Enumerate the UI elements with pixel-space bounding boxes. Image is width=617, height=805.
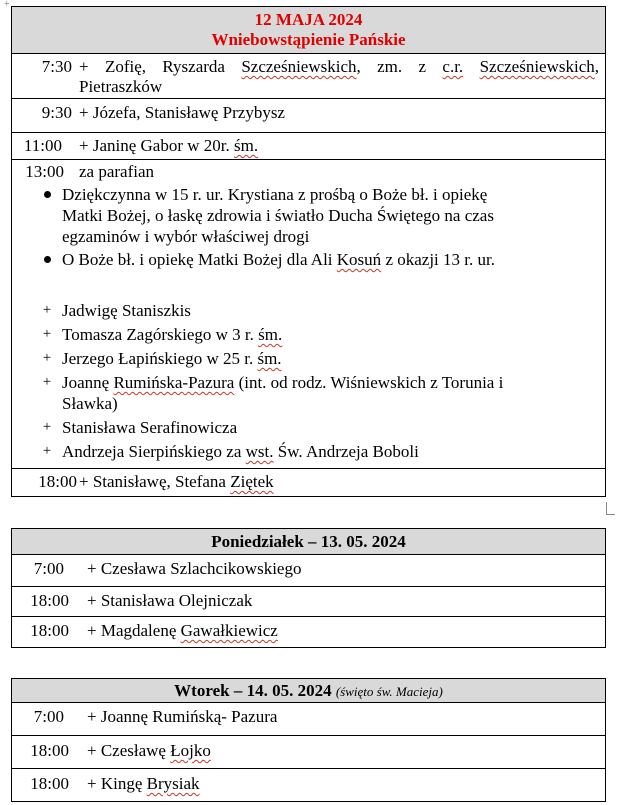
intention-line: Sławka)	[62, 394, 118, 413]
list-item	[40, 348, 591, 369]
spellcheck-word: Ziętek	[230, 472, 274, 491]
mass-row	[12, 54, 605, 98]
mass-time: 9:30	[41, 103, 72, 122]
list-item	[40, 300, 591, 321]
bullet-icon	[40, 249, 54, 270]
list-item	[40, 324, 591, 345]
list-item	[40, 249, 591, 270]
text-segment: + Stanisławę, Stefana	[79, 472, 231, 491]
text-segment	[463, 57, 479, 76]
plus-icon: +	[42, 350, 52, 366]
text-segment: Joannę	[62, 373, 114, 392]
sunday-schedule-table	[11, 6, 606, 497]
mass-intention	[79, 472, 274, 492]
text-segment: + Stanisława Olejniczak	[87, 591, 253, 610]
text-boundary-mark	[606, 502, 615, 515]
intention-line: Dziękczynna w 15 r. ur. Krystiana z prośbą o Boże bł. i opiekę	[62, 185, 488, 204]
plus-icon: +	[42, 419, 52, 435]
mass-time: 11:00	[23, 136, 62, 155]
monday-schedule-table	[11, 528, 606, 648]
sunday-feast: Wniebowstąpienie Pańskie	[211, 30, 406, 49]
tuesday-schedule-table	[11, 678, 606, 802]
sunday-header	[12, 7, 605, 54]
mass-time: 18:00	[30, 591, 69, 610]
mass-time: 7:30	[41, 57, 72, 76]
mass-intention	[79, 57, 599, 97]
text-segment: z okazji 13 r. ur.	[381, 250, 495, 269]
mass-row	[12, 468, 605, 495]
mass-intention: + Józefa, Stanisławę Przybysz	[79, 103, 285, 122]
deceased-list	[40, 300, 591, 462]
text-segment: + Joannę Rumińską- Pazura	[87, 707, 278, 726]
list-item	[40, 184, 591, 247]
mass-time: 7:00	[33, 559, 64, 578]
mass-time: 13:00	[25, 162, 64, 181]
mass-time: 18:00	[38, 472, 77, 491]
spellcheck-word: Łojko	[170, 741, 211, 760]
text-segment: Jadwigę Staniszkis	[62, 301, 191, 320]
plus-icon: +	[42, 326, 52, 342]
intention-line	[79, 57, 599, 77]
tuesday-feast-note: (święto św. Macieja)	[335, 684, 443, 699]
mass-intention	[79, 136, 258, 156]
text-segment: , zm. z	[356, 57, 443, 76]
spellcheck-word: Szcześniewskich	[479, 57, 595, 76]
spellcheck-word: Rumińska-Pazura	[113, 373, 235, 392]
text-segment: O Boże bł. i opiekę Matki Bożej dla Ali	[62, 250, 337, 269]
bullet-icon	[40, 184, 54, 205]
mass-time: 18:00	[30, 621, 69, 640]
list-item	[40, 417, 591, 438]
plus-icon: +	[42, 302, 52, 318]
spellcheck-word: Szcześniewskich	[241, 57, 357, 76]
text-segment: + Czesławę	[87, 741, 171, 760]
text-segment: ,	[594, 57, 599, 76]
mass-row	[12, 703, 605, 735]
plus-icon: +	[42, 374, 52, 390]
plus-icon: +	[42, 443, 52, 459]
list-item	[40, 441, 591, 462]
mass-intention	[87, 559, 301, 579]
text-segment: + Kingę	[87, 774, 147, 793]
spellcheck-word: śm.	[234, 136, 259, 155]
text-segment: Jerzego Łapińskiego w 25 r.	[62, 349, 258, 368]
mass-intention: za parafian	[79, 162, 155, 181]
text-segment: (int. od rodz. Wiśniewskich z Torunia i	[234, 373, 504, 392]
intention-line: egzaminów i wybór właściwej drogi	[62, 227, 310, 246]
spellcheck-word: wst.	[245, 442, 274, 461]
text-segment: + Zofię, Ryszarda	[79, 57, 242, 76]
intention-line: Matki Bożej, o łaskę zdrowia i światło Ducha Świętego na czas	[62, 206, 494, 225]
mass-row	[12, 735, 605, 768]
mass-row	[12, 768, 605, 801]
corner-mark: +	[4, 0, 10, 10]
mass-row	[12, 98, 605, 132]
intentions-list	[40, 184, 591, 270]
spellcheck-word: śm.	[258, 325, 283, 344]
tuesday-title: Wtorek – 14. 05. 2024	[174, 681, 332, 700]
mass-intention	[87, 741, 211, 761]
monday-header: Poniedziałek – 13. 05. 2024	[12, 529, 605, 555]
mass-row	[12, 132, 605, 159]
text-segment: Tomasza Zagórskiego w 3 r.	[62, 325, 259, 344]
intention-line: Pietraszków	[79, 77, 163, 96]
mass-row	[12, 586, 605, 616]
mass-time: 18:00	[30, 741, 69, 760]
mass-intention	[87, 707, 277, 727]
mass-row	[12, 616, 605, 647]
spellcheck-word: Brysiak	[146, 774, 200, 793]
spellcheck-word: c.r.	[442, 57, 464, 76]
text-segment: + Magdalenę	[87, 621, 181, 640]
spellcheck-word: Kosuń	[336, 250, 382, 269]
spellcheck-word: Gawałkiewicz	[180, 621, 278, 640]
text-segment: + Czesława Szlachcikowskiego	[87, 559, 302, 578]
mass-intention	[87, 621, 278, 641]
mass-time: 7:00	[33, 707, 64, 726]
text-segment: + Janinę Gabor w 20r.	[79, 136, 235, 155]
mass-time: 18:00	[30, 774, 69, 793]
mass-intention	[87, 774, 200, 794]
list-item	[40, 372, 591, 414]
text-segment: Andrzeja Sierpińskiego za	[62, 442, 246, 461]
spellcheck-word: śm.	[257, 349, 282, 368]
tuesday-header	[12, 679, 605, 703]
mass-row	[12, 555, 605, 586]
mass-intention	[87, 591, 252, 611]
text-segment: Św. Andrzeja Boboli	[273, 442, 419, 461]
mass-row	[12, 159, 605, 468]
text-segment: Stanisława Serafinowicza	[62, 418, 238, 437]
sunday-date: 12 MAJA 2024	[254, 10, 363, 29]
